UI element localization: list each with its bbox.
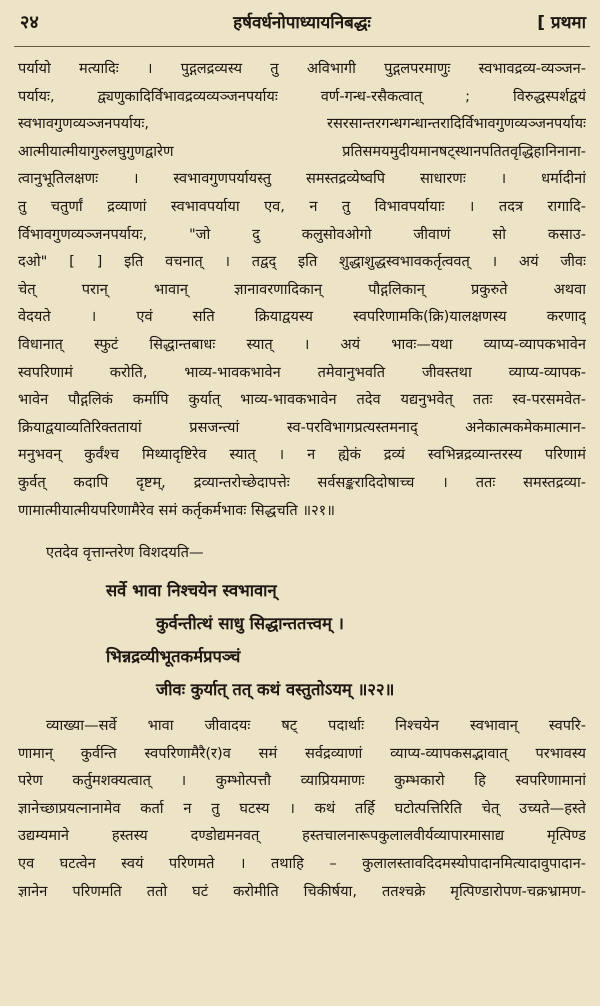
verse-block [18, 574, 586, 706]
text-line: आत्मीयात्मीयागुरुलघुगुणद्वारेण प्रतिसमयमुदीयमानषट्स्थानपतितवृद्धिहानिनाना- [18, 142, 586, 160]
text-line: णामात्मीयात्मीयपरिणामैरेव समं कर्तृकर्मभावः सिद्धचति ॥२१॥ [18, 501, 335, 519]
text-line: स्वपरिणामं करोति, भाव्य-भावकभावेन तमेवानुभवति जीवस्तथा व्याप्य-व्यापक- [18, 363, 586, 381]
verse-line: सर्वे भावा निश्चयेन स्वभावान् [106, 581, 277, 601]
text-line: ज्ञानेन परिणमति ततो घटं करोमीति चिकीर्षया, ततश्चक्रे मृत्पिण्डारोपण-चक्रभ्रामण- [18, 882, 586, 900]
text-line: कुर्वत् कदापि दृष्टम्, द्रव्यान्तरोच्छेदापत्तेः सर्वसङ्करादिदोषाच्च । ततः समस्तद्रव्या- [18, 473, 586, 491]
verse-intro: एतदेव वृत्तान्तरेण विशदयति— [46, 544, 204, 562]
text-line: त्वानुभूतिलक्षणः । स्वभावगुणपर्यायस्तु समस्तद्रव्येष्वपि साधारणः । धर्मादीनां [18, 170, 586, 188]
text-line: परेण कर्तुमशक्यत्वात् । कुम्भोत्पत्तौ व्याप्रियमाणः कुम्भकारो हि स्वपरिणामानां [18, 772, 586, 790]
text-line: दओ" [ ] इति वचनात् । तद्वद् इति शुद्धाशुद्धस्वभावकर्तृत्ववत् । अयं जीवः [18, 253, 586, 271]
running-title: हर्षवर्धनोपाध्यायनिबद्धः [233, 13, 371, 33]
text-line: उद्यम्यमाने हस्तस्य दण्डोद्यमनवत् हस्तचालनारूपकुलालवीर्यव्यापारमासाद्य मृत्पिण्ड [18, 827, 586, 845]
text-line: विधानात् स्फुटं सिद्धान्तबाधः स्यात् । अयं भावः—यथा व्याप्य-व्यापकभावेन [18, 335, 586, 353]
text-line: एव घटत्वेन स्वयं परिणमते । तथाहि – कुलालस्तावदिदमस्योपादानमित्यादावुपादान- [18, 855, 586, 873]
text-line: स्वभावगुणव्यञ्जनपर्यायः, रसरसान्तरगन्धगन्धान्तरादिर्विभावगुणव्यञ्जनपर्यायः [18, 115, 586, 133]
text-line: व्याख्या—सर्वे भावा जीवादयः षट् पदार्थाः निश्चयेन स्वभावान् स्वपरि- [46, 717, 586, 735]
section-label: [ प्रथमा [537, 13, 586, 33]
text-line: र्विभावगुणव्यञ्जनपर्यायः, "जो दु कलुसोवओगो जीवाणं सो कसाउ- [18, 225, 586, 243]
text-line: चेत् परान् भावान् ज्ञानावरणादिकान् पौद्गलिकान् प्रकुरुते अथवा [18, 280, 586, 298]
running-header [14, 0, 590, 47]
text-line: ज्ञानेच्छाप्रयत्नानामेव कर्ता न तु घटस्य । कथं तर्हि घटोत्पत्तिरिति चेत् उच्यते—हस्ते [18, 799, 586, 817]
text-line: भावेन पौद्गलिकं कर्मापि कुर्यात् भाव्य-भावकभावेन तदेव यद्यनुभवेत् ततः स्व-परसमवेत- [18, 391, 586, 409]
text-line: पर्यायो मत्यादिः । पुद्गलद्रव्यस्य तु अविभागी पुद्गलपरमाणुः स्वभावद्रव्य-व्यञ्जन- [18, 60, 586, 77]
commentary-paragraph-2 [18, 712, 586, 905]
text-line: पर्यायः, द्व्यणुकादिर्विभावद्रव्यव्यञ्जनपर्यायः वर्ण-गन्ध-रसैकत्वात् ; विरुद्धस्पर्शद्वयं [18, 87, 586, 105]
text-line: क्रियाद्वयाव्यतिरिक्ततायां प्रसजन्त्यां स्व-परविभागप्रत्यस्तमनाद् अनेकात्मकमेकमात्मान- [18, 418, 586, 436]
text-line: वेदयते । एवं सति क्रियाद्वयस्य स्वपरिणामकि(क्रि)यालक्षणस्य करणाद् [18, 308, 586, 326]
verse-line: भिन्नद्रव्यीभूतकर्मप्रपञ्चं [106, 647, 241, 667]
page-body [18, 55, 586, 905]
commentary-paragraph-1 [18, 55, 586, 524]
verse-line: जीवः कुर्यात् तत् कथं वस्तुतोऽयम् ॥२२॥ [156, 680, 395, 700]
text-line: मनुभवन् कुर्वंश्च मिथ्यादृष्टिरेव स्यात् । न ह्येकं द्रव्यं स्वभिन्नद्रव्यान्तरस्य परिणामं [18, 446, 586, 464]
page-number: २४ [20, 12, 39, 33]
text-line: तु चतुर्णां द्रव्याणां स्वभावपर्याया एव, न तु विभावपर्यायाः । तदत्र रागादि- [18, 197, 586, 215]
verse-line: कुर्वन्तीत्थं साधु सिद्धान्ततत्त्वम् । [156, 614, 344, 634]
text-line: णामान् कुर्वन्ति स्वपरिणामैरै(र)व समं सर्वद्रव्याणां व्याप्य-व्यापकसद्भावात् परभावस्य [18, 744, 586, 762]
